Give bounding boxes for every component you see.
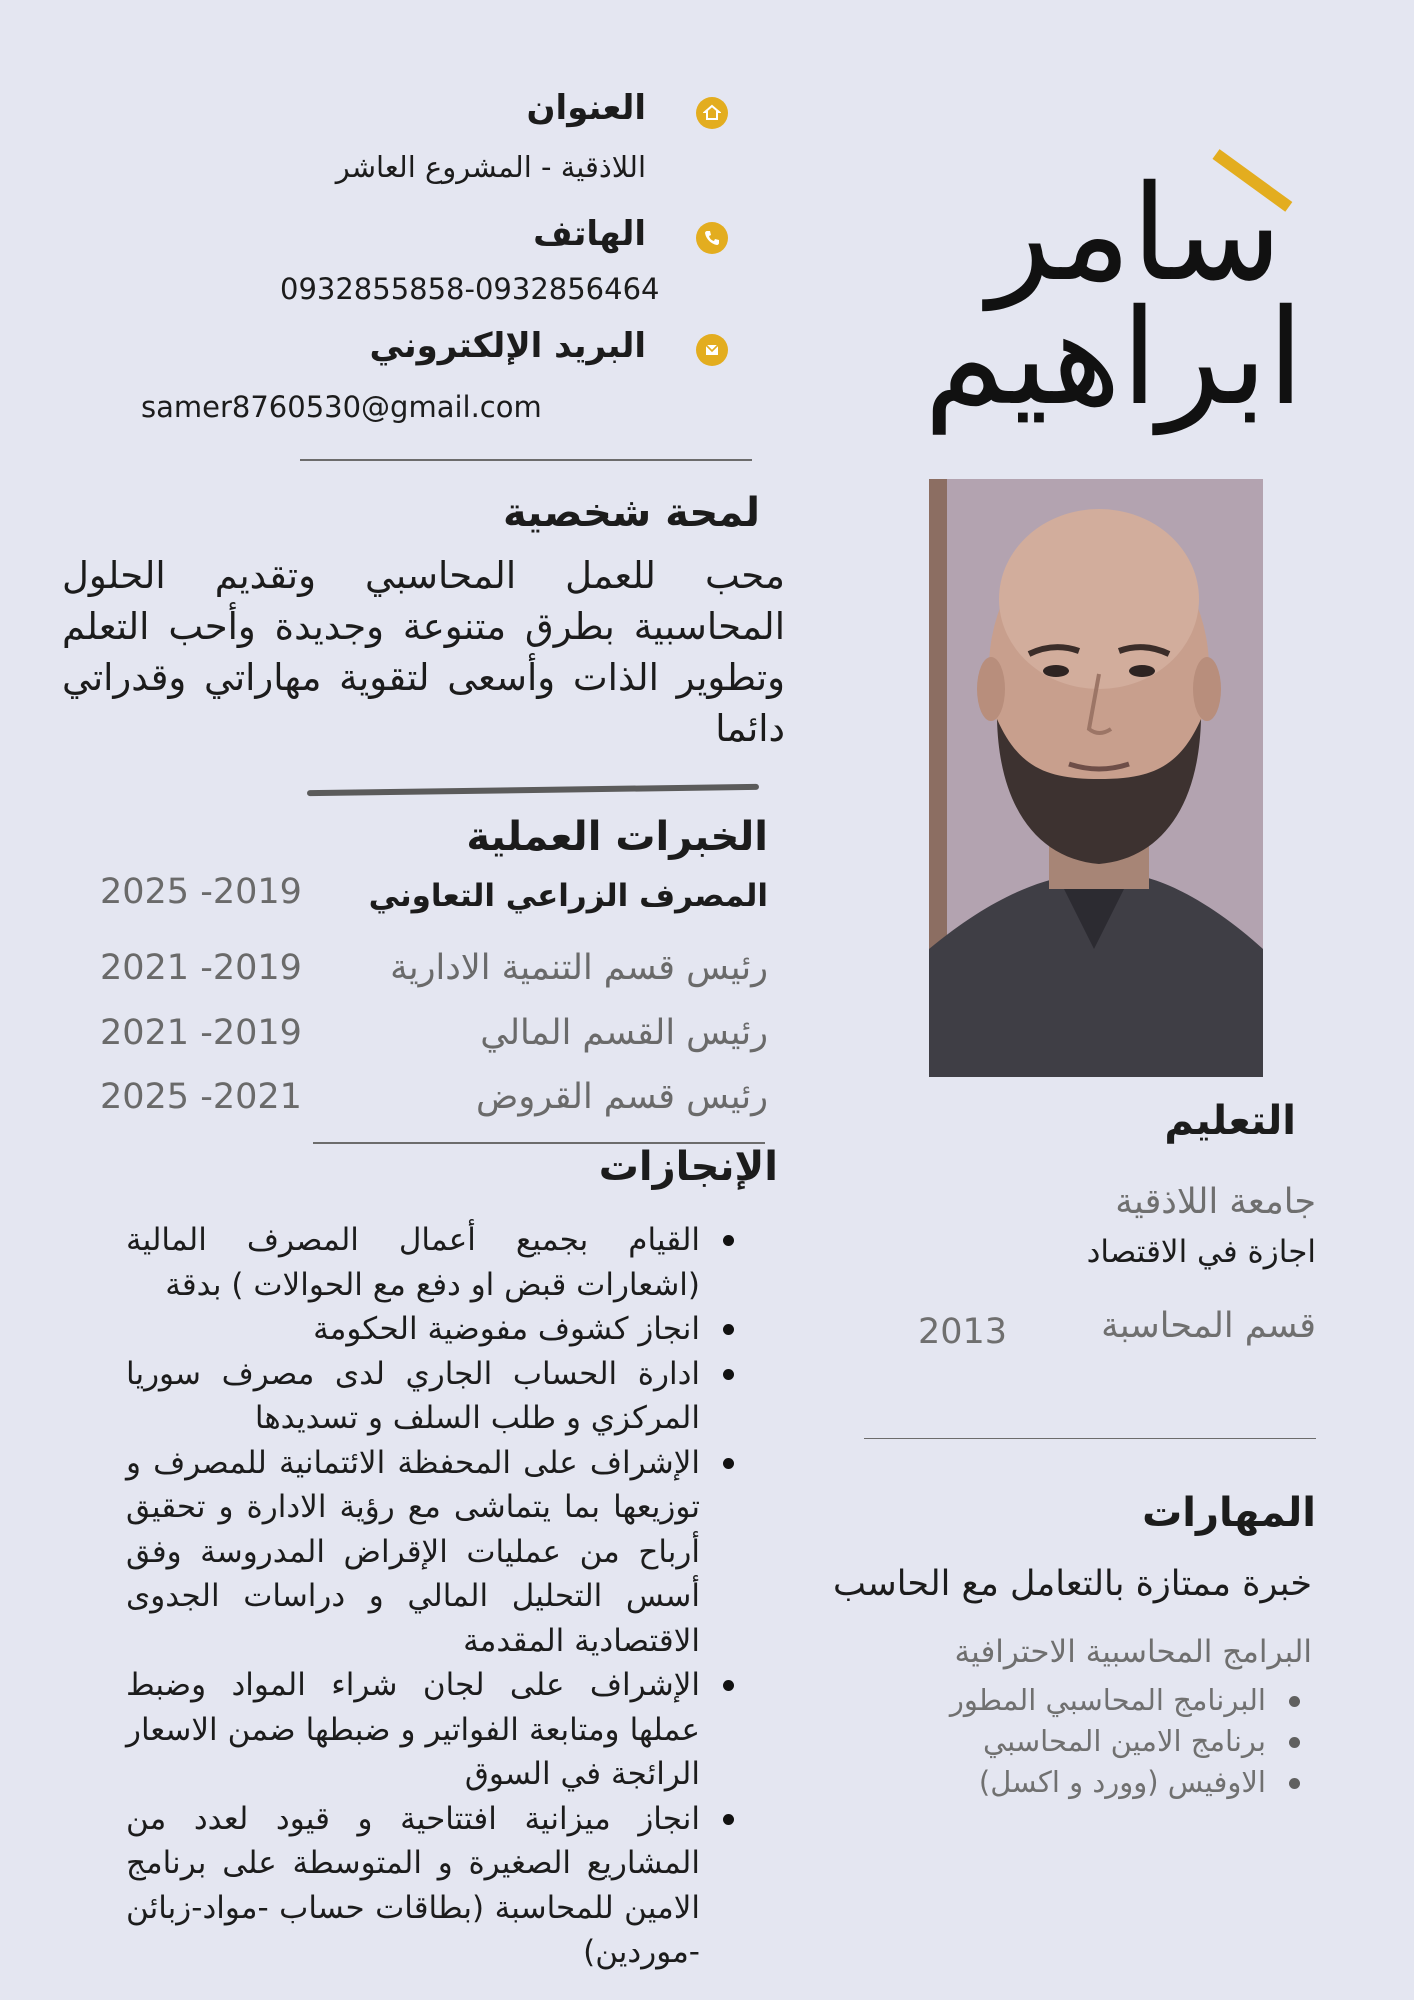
- experience-role-title: رئيس القسم المالي: [480, 1013, 768, 1053]
- achievement-item: ادارة الحساب الجاري لدى مصرف سوريا المركزي و طلب السلف و تسديدها: [126, 1352, 738, 1441]
- profile-divider: [307, 784, 759, 796]
- achievement-item: الإشراف على المحفظة الائتمانية للمصرف و توزيعها بما يتماشى مع رؤية الادارة و تحقيق أرباح من عمليات الإقراض المدروسة وفق أسس التحليل المالي و دراسات الجدوى الاقتصادية المقدمة: [126, 1441, 738, 1664]
- address-value: اللاذقية - المشروع العاشر: [335, 150, 646, 184]
- skills-computer: خبرة ممتازة بالتعامل مع الحاسب: [833, 1564, 1312, 1604]
- profile-title: لمحة شخصية: [502, 490, 760, 536]
- education-year: 2013: [918, 1312, 1008, 1352]
- experience-role-years: 2025 -2021: [100, 1077, 302, 1117]
- profile-text: محب للعمل المحاسبي وتقديم الحلول المحاسبية بطرق متنوعة وجديدة وأحب التعلم وتطوير الذات وأسعى لتقوية مهاراتي وقدراتي دائما: [62, 554, 785, 750]
- experience-employer: المصرف الزراعي التعاوني: [368, 878, 768, 914]
- achievements-list: [126, 1218, 738, 1975]
- education-degree: اجازة في الاقتصاد: [1086, 1234, 1316, 1270]
- email-value[interactable]: samer8760530@gmail.com: [141, 390, 542, 424]
- experience-role-row: [80, 1077, 768, 1127]
- experience-employer-years: 2025 -2019: [100, 872, 302, 912]
- skills-software-title: البرامج المحاسبية الاحترافية: [954, 1634, 1312, 1670]
- experience-title: الخبرات العملية: [466, 814, 768, 860]
- education-title: التعليم: [1164, 1098, 1296, 1144]
- experience-employer-row: [80, 872, 768, 922]
- first-name: سامر: [987, 157, 1282, 311]
- skills-software-list: [812, 1680, 1312, 1803]
- experience-role-title: رئيس قسم التنمية الادارية: [390, 948, 768, 988]
- home-icon: [696, 97, 728, 129]
- skills-software-item: الاوفيس (وورد و اكسل): [812, 1762, 1312, 1803]
- experience-role-years: 2021 -2019: [100, 948, 302, 988]
- address-label: العنوان: [526, 88, 646, 128]
- education-university: جامعة اللاذقية: [1115, 1182, 1316, 1222]
- education-divider: [864, 1438, 1316, 1439]
- experience-role-row: [80, 948, 768, 998]
- last-name: ابراهيم: [923, 281, 1304, 435]
- skills-software-item: البرنامج المحاسبي المطور: [812, 1680, 1312, 1721]
- phone-label: الهاتف: [533, 214, 646, 254]
- profile-photo: [929, 479, 1263, 1077]
- experience-role-title: رئيس قسم القروض: [476, 1077, 768, 1117]
- education-department: قسم المحاسبة: [1101, 1306, 1316, 1346]
- skills-title: المهارات: [1142, 1490, 1316, 1536]
- experience-role-row: [80, 1013, 768, 1063]
- achievement-item: انجاز كشوف مفوضية الحكومة: [126, 1307, 738, 1352]
- mail-icon: [696, 334, 728, 366]
- experience-role-years: 2021 -2019: [100, 1013, 302, 1053]
- contact-divider: [300, 459, 752, 461]
- achievements-title: الإنجازات: [598, 1144, 778, 1190]
- email-label: البريد الإلكتروني: [369, 326, 646, 366]
- skills-software-item: برنامج الامين المحاسبي: [812, 1721, 1312, 1762]
- achievement-item: القيام بجميع أعمال المصرف المالية (اشعارات قبض او دفع مع الحوالات ) بدقة: [126, 1218, 738, 1307]
- phone-value[interactable]: 0932855858-0932856464: [280, 272, 660, 306]
- achievement-item: الإشراف على لجان شراء المواد وضبط عملها ومتابعة الفواتير و ضبطها ضمن الاسعار الرائجة في السوق: [126, 1663, 738, 1797]
- achievement-item: انجاز ميزانية افتتاحية و قيود لعدد من المشاريع الصغيرة و المتوسطة على برنامج الامين للمحاسبة (بطاقات حساب -مواد-زبائن -موردين): [126, 1797, 738, 1975]
- phone-icon: [696, 222, 728, 254]
